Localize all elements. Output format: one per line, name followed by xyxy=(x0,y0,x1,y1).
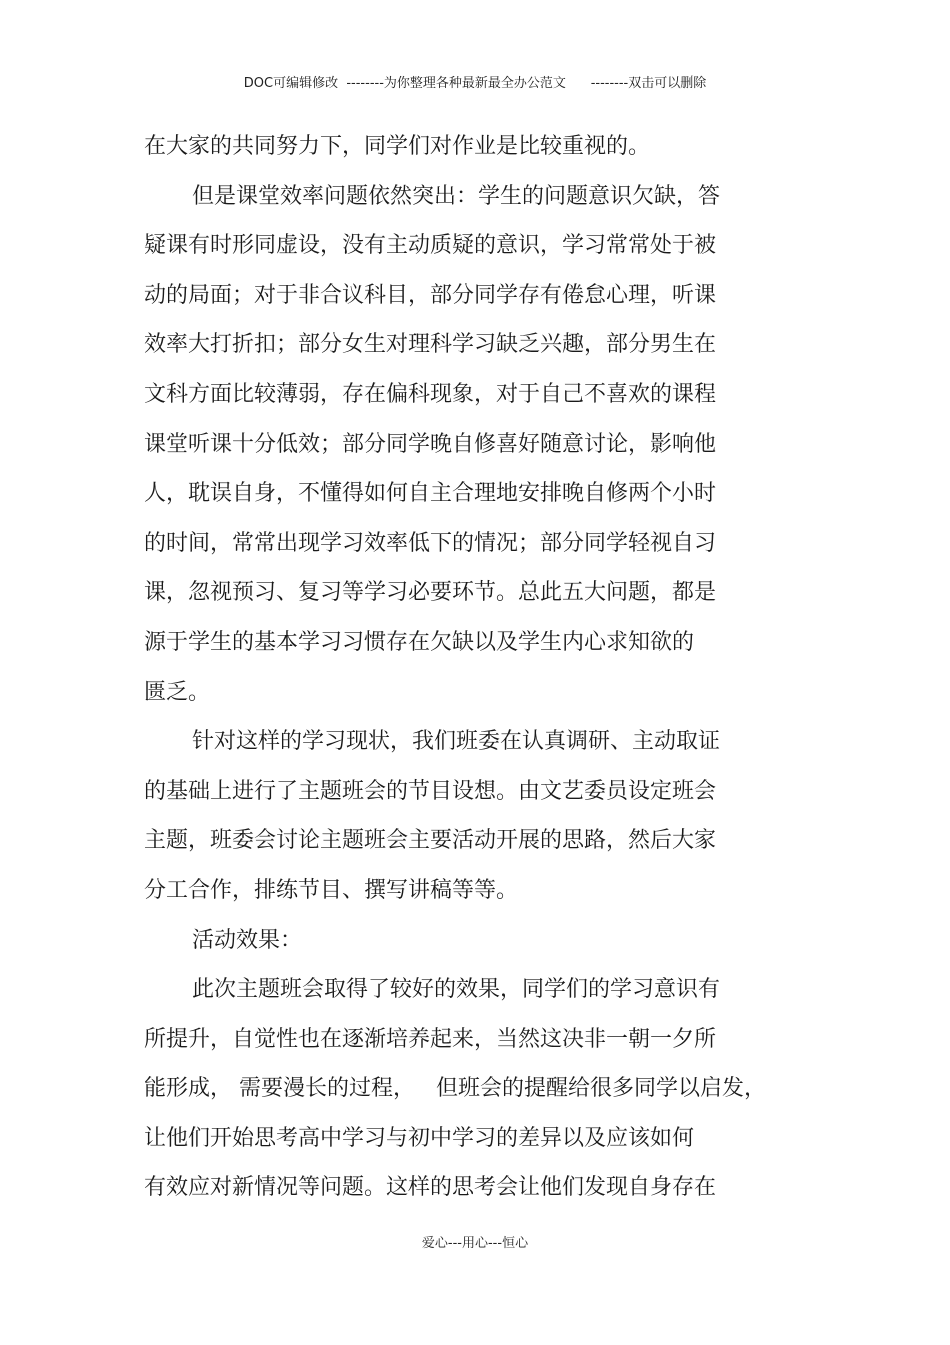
body-line: 匮乏。 xyxy=(144,679,211,705)
document-body xyxy=(144,122,769,1213)
page-header xyxy=(0,72,950,91)
body-line: 源于学生的基本学习习惯存在欠缺以及学生内心求知欲的 xyxy=(144,629,695,655)
body-line: 此次主题班会取得了较好的效果，同学们的学习意识有 xyxy=(192,977,721,1003)
body-line: 动的局面；对于非合议科目，部分同学存有倦怠心理，听课 xyxy=(144,282,717,308)
header-right-text: --------双击可以删除 xyxy=(590,76,707,91)
body-line: 能形成， 需要漫长的过程， 但班会的提醒给很多同学以启发， xyxy=(144,1076,766,1102)
body-line: 主题，班委会讨论主题班会主要活动开展的思路，然后大家 xyxy=(144,828,717,854)
body-line: 课堂听课十分低效；部分同学晚自修喜好随意讨论，影响他 xyxy=(144,431,717,457)
body-line: 疑课有时形同虚设，没有主动质疑的意识，学习常常处于被 xyxy=(144,233,717,259)
body-line: 让他们开始思考高中学习与初中学习的差异以及应该如何 xyxy=(144,1125,695,1151)
body-line: 所提升，自觉性也在逐渐培养起来，当然这决非一朝一夕所 xyxy=(144,1026,717,1052)
body-line: 的时间，常常出现学习效率低下的情况；部分同学轻视自习 xyxy=(144,530,717,556)
header-left-text: DOC可编辑修改 xyxy=(243,76,339,91)
body-line: 但是课堂效率问题依然突出：学生的问题意识欠缺，答 xyxy=(192,183,721,209)
body-line: 人，耽误自身，不懂得如何自主合理地安排晚自修两个小时 xyxy=(144,481,717,507)
header-middle-text: --------为你整理各种最新最全办公范文 xyxy=(346,76,566,91)
section-heading: 活动效果： xyxy=(192,927,303,953)
body-line: 在大家的共同努力下，同学们对作业是比较重视的。 xyxy=(144,134,651,159)
body-line: 课，忽视预习、复习等学习必要环节。总此五大问题，都是 xyxy=(144,580,717,606)
body-line: 文科方面比较薄弱，存在偏科现象，对于自己不喜欢的课程 xyxy=(144,381,717,407)
body-line: 的基础上进行了主题班会的节目设想。由文艺委员设定班会 xyxy=(144,778,717,804)
body-line: 效率大打折扣；部分女生对理科学习缺乏兴趣，部分男生在 xyxy=(144,332,717,358)
body-line: 分工合作，排练节目、撰写讲稿等等。 xyxy=(144,877,519,903)
page-footer: 爱心---用心---恒心 xyxy=(421,1236,529,1251)
body-line: 有效应对新情况等问题。这样的思考会让他们发现自身存在 xyxy=(144,1175,717,1201)
body-line: 针对这样的学习现状，我们班委在认真调研、主动取证 xyxy=(192,729,721,755)
